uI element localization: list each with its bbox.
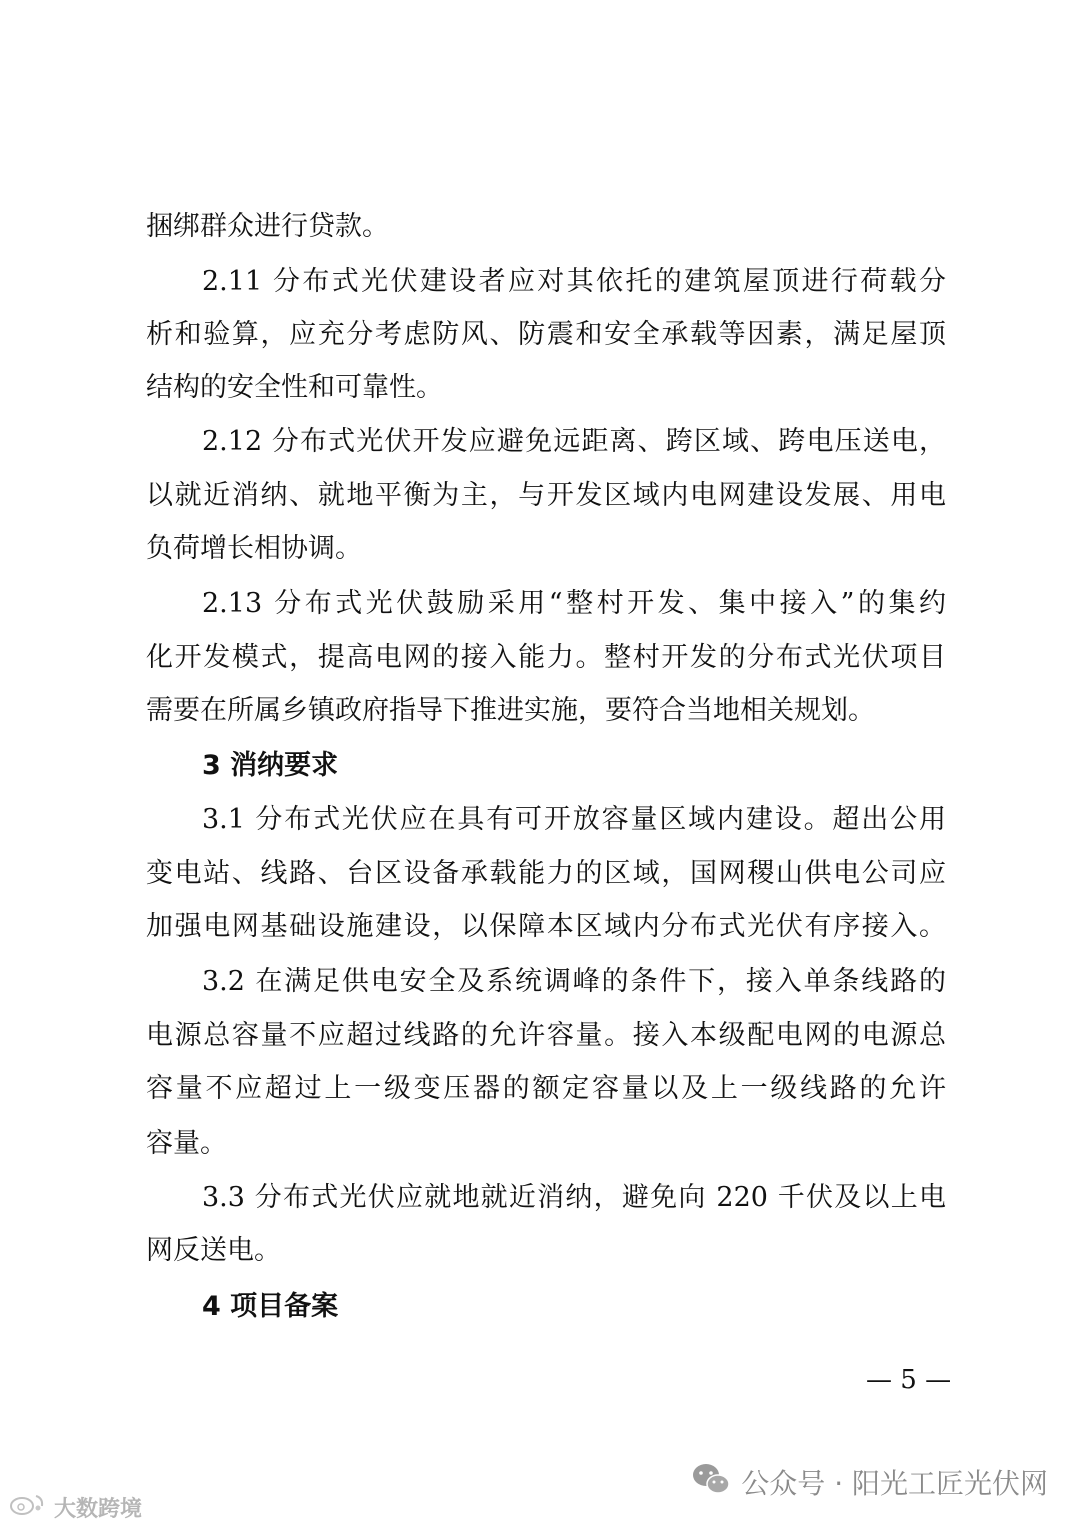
text-line: 2.12 分布式光伏开发应避免远距离、跨区域、跨电压送电， <box>202 426 946 457</box>
text-line: 结构的安全性和可靠性。 <box>146 372 443 403</box>
text-line: 化开发模式，提高电网的接入能力。整村开发的分布式光伏项目 <box>146 642 946 673</box>
watermark-text: 大数跨境 <box>54 1496 143 1522</box>
text-line: 需要在所属乡镇政府指导下推进实施，要符合当地相关规划。 <box>146 695 875 726</box>
text-line: 2.13 分布式光伏鼓励采用“整村开发、集中接入”的集约 <box>202 588 946 619</box>
text-line: 加强电网基础设施建设，以保障本区域内分布式光伏有序接入。 <box>146 911 946 942</box>
text-line: 容量。 <box>146 1128 227 1159</box>
watermark-text: 公众号 · 阳光工匠光伏网 <box>741 1467 1048 1500</box>
text-line: 以就近消纳、就地平衡为主，与开发区域内电网建设发展、用电 <box>146 480 946 511</box>
site-watermark <box>8 1492 142 1522</box>
wechat-icon <box>691 1462 731 1503</box>
text-line: 3.1 分布式光伏应在具有可开放容量区域内建设。超出公用 <box>202 804 946 835</box>
weibo-logo-icon <box>8 1492 48 1522</box>
section-heading: 3 消纳要求 <box>202 750 339 781</box>
text-line: 网反送电。 <box>146 1235 281 1266</box>
text-line: 变电站、线路、台区设备承载能力的区域，国网稷山供电公司应 <box>146 858 946 889</box>
section-heading: 4 项目备案 <box>202 1291 339 1322</box>
text-line: 容量不应超过上一级变压器的额定容量以及上一级线路的允许 <box>146 1073 946 1104</box>
text-line: 电源总容量不应超过线路的允许容量。接入本级配电网的电源总 <box>146 1020 946 1051</box>
text-line: 3.2 在满足供电安全及系统调峰的条件下，接入单条线路的 <box>202 966 946 997</box>
text-line: 3.3 分布式光伏应就地就近消纳，避免向 220 千伏及以上电 <box>202 1182 946 1213</box>
text-line: 负荷增长相协调。 <box>146 533 362 564</box>
text-line: 捆绑群众进行贷款。 <box>146 211 389 242</box>
text-line: 2.11 分布式光伏建设者应对其依托的建筑屋顶进行荷载分 <box>202 266 946 297</box>
page-number: — 5 — <box>866 1365 952 1395</box>
text-line: 析和验算，应充分考虑防风、防震和安全承载等因素，满足屋顶 <box>146 319 946 350</box>
wechat-watermark <box>691 1462 1048 1502</box>
